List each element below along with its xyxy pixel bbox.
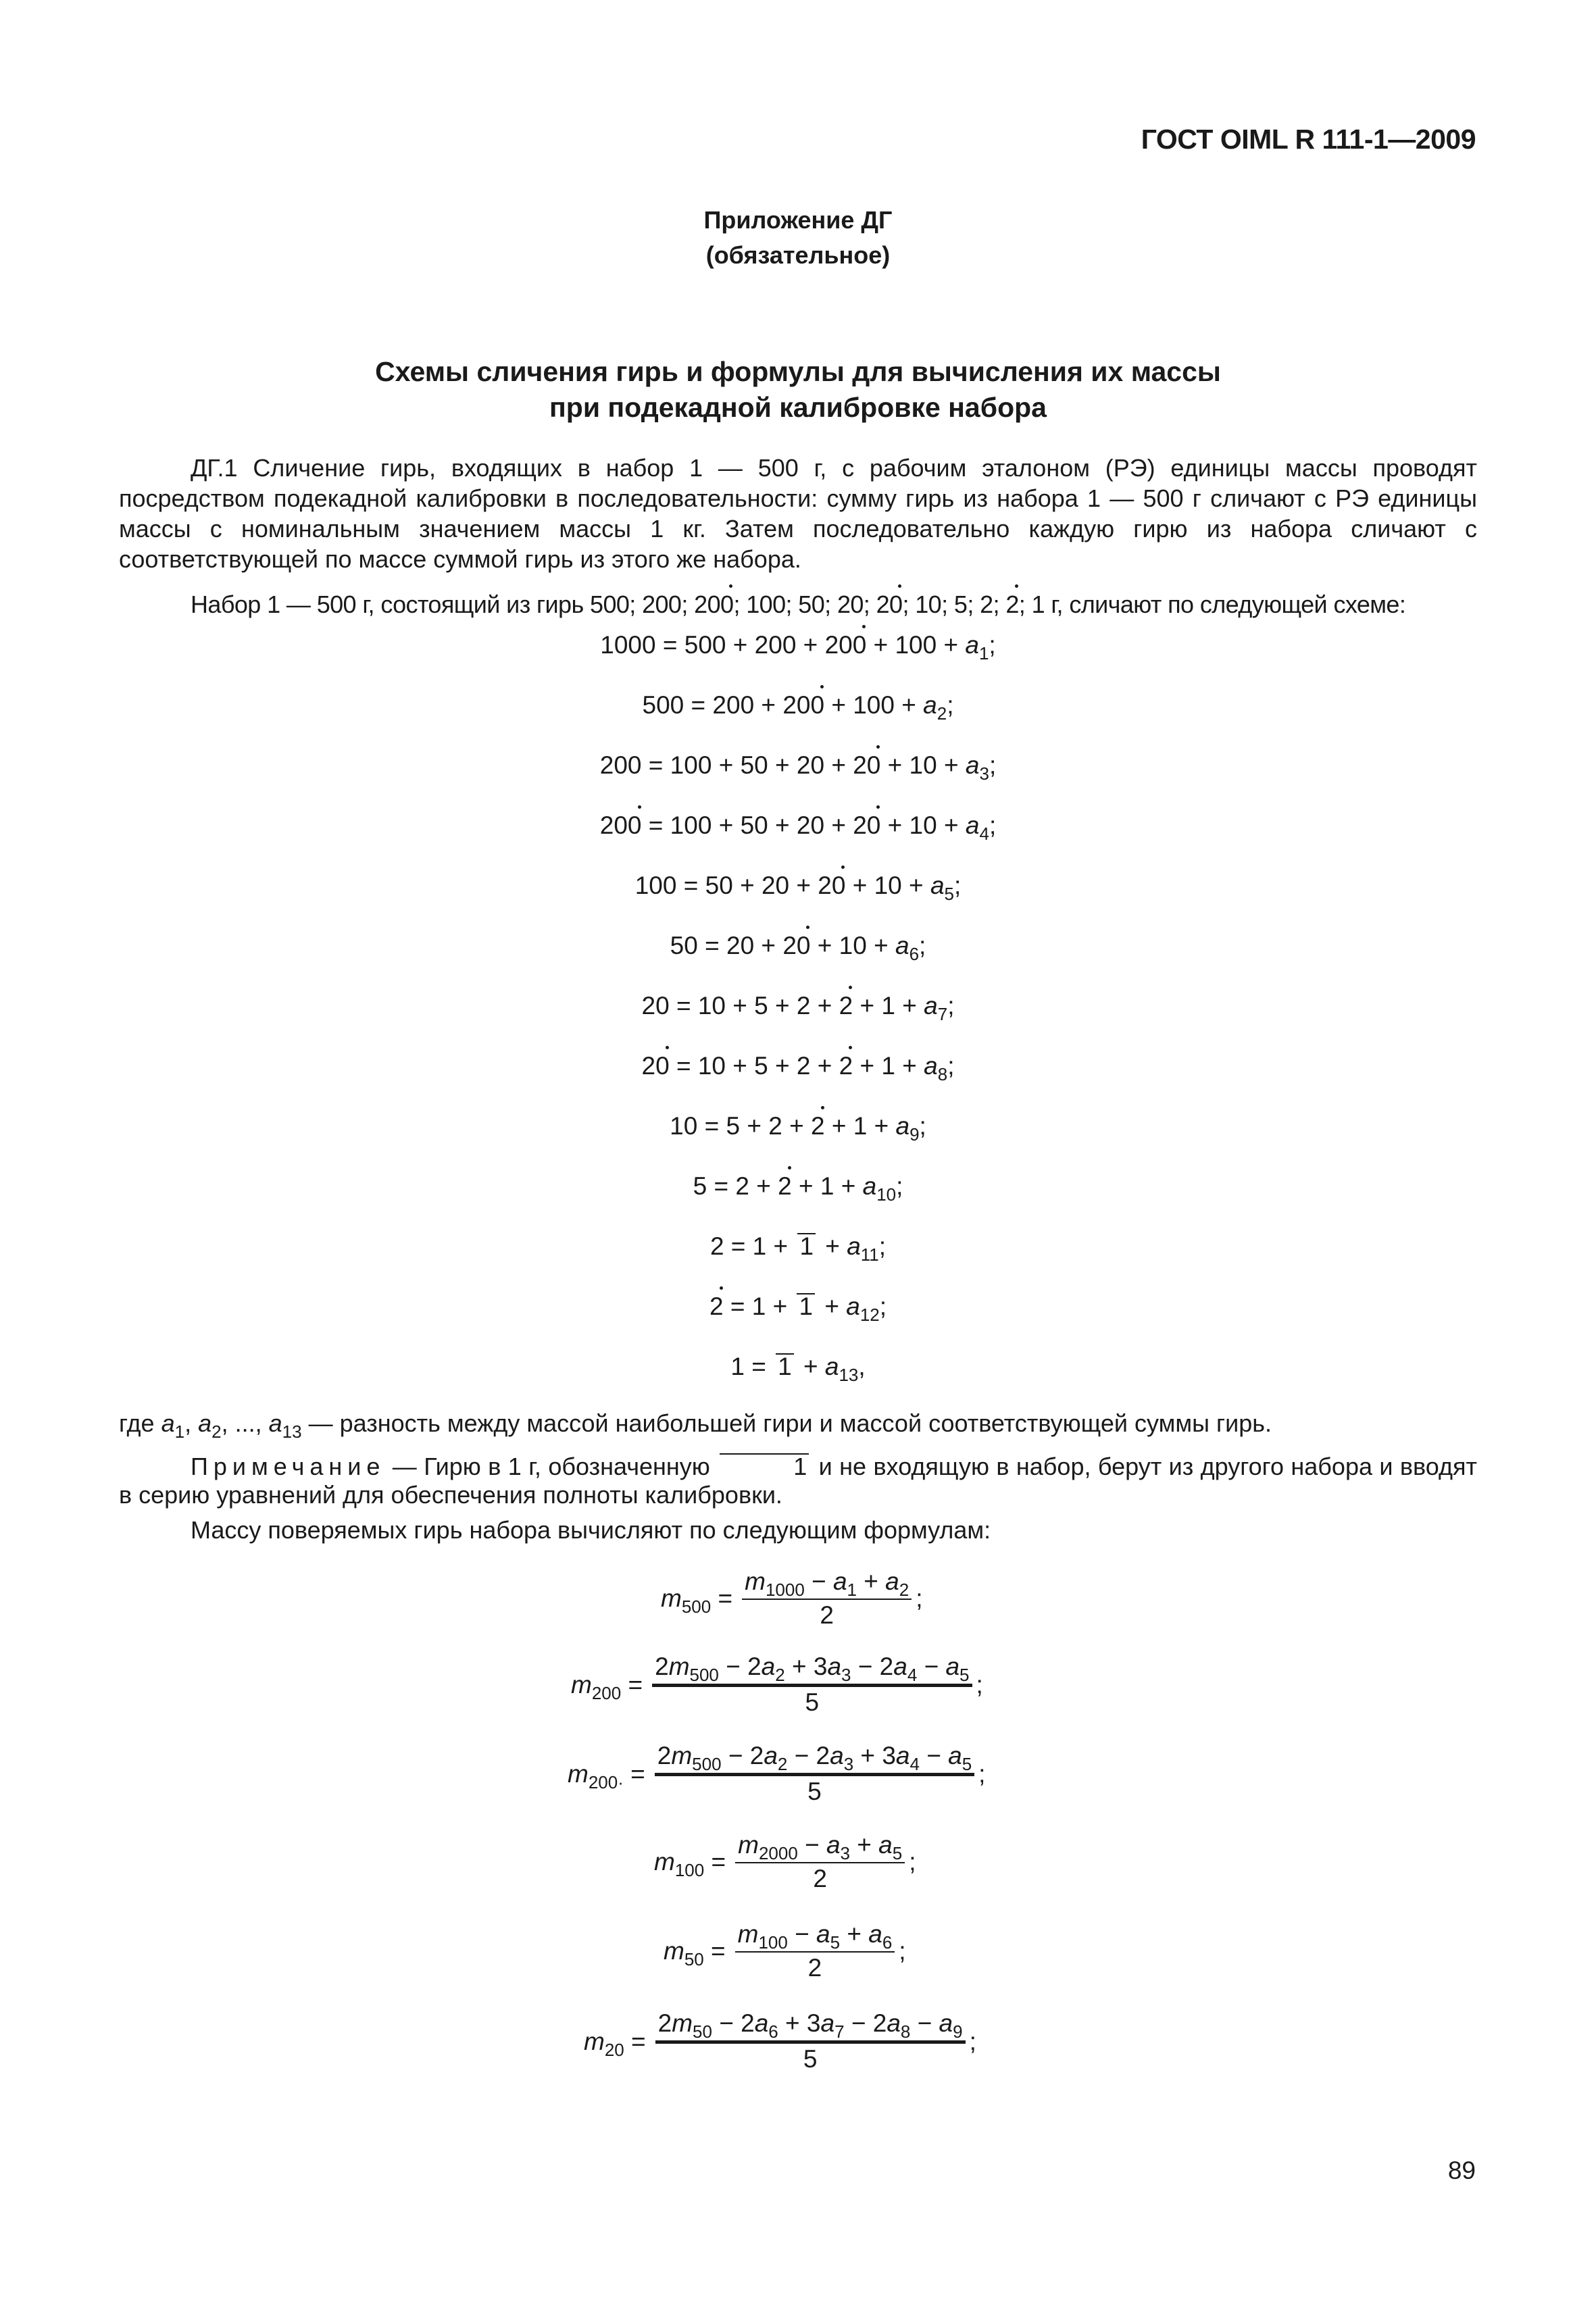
difference-index: 1 (978, 643, 989, 663)
equation-right: + 10 + (887, 751, 959, 779)
equation-left: = 10 + 5 + 2 + (676, 1052, 832, 1080)
equation-line (0, 1111, 1596, 1145)
weight-set-line (191, 589, 1477, 620)
equation-line (0, 1291, 1596, 1325)
equation-end: ; (989, 631, 996, 659)
equation-right: + 100 + (873, 631, 959, 659)
difference-symbol: a (847, 1232, 861, 1260)
set-line-text-3: ; 10; 5; 2; (902, 590, 999, 618)
formula-m50: $m_{50}$ = $\frac{m_{100} - a_5 + a_6}{2}$ ; (664, 1920, 906, 1982)
overlined-weight: 1 (797, 1233, 816, 1259)
equation-right: + 1 + (859, 992, 917, 1020)
equation-line (0, 930, 1596, 964)
difference-symbol: a (824, 1353, 839, 1380)
dotted-weight-20: 20 (876, 590, 903, 618)
dotted-weight: 20 (853, 751, 881, 779)
difference-symbol: a (895, 932, 909, 959)
difference-index: 8 (937, 1064, 948, 1084)
set-line-text-1: Набор 1 — 500 г, состоящий из гирь 500; 200; (191, 590, 688, 618)
overlined-weight-1: 1 (720, 1453, 809, 1479)
difference-symbol: a (965, 811, 980, 839)
dotted-weight: 20 (641, 1052, 670, 1080)
standard-header: ГОСТ OIML R 111-1—2009 (1141, 124, 1476, 155)
difference-index: 2 (937, 703, 947, 724)
difference-index: 12 (859, 1305, 880, 1325)
dotted-weight-2: 2 (1005, 590, 1019, 618)
equation-line (0, 1171, 1596, 1205)
equation-line (0, 1051, 1596, 1084)
section-title-line-2: при подекадной калибровке набора (549, 392, 1047, 423)
formula-m20: $m_{20}$ = $2m_{50} - 2a_6 + 3a_7 - 2a_8 - a_9$ 5 ; (584, 2009, 976, 2073)
equation-end: ; (919, 1112, 926, 1140)
where-text: — разность между массой наибольшей гири и массой соответствующей суммы гирь. (308, 1409, 1272, 1437)
difference-index: 13 (839, 1365, 859, 1385)
set-line-text-2: ; 100; 50; 20; (733, 590, 870, 618)
equation-end: ; (953, 872, 962, 899)
mass-intro: Массу поверяемых гирь набора вычисляют по следующим формулам: (191, 1516, 991, 1544)
dotted-weight: 2 (811, 1112, 825, 1140)
equation-line (0, 750, 1596, 784)
difference-symbol: a (965, 751, 980, 779)
equation-end: ; (989, 751, 997, 779)
dotted-weight: 200 (599, 811, 642, 839)
equation-right: + 1 + (798, 1172, 856, 1200)
equation-line (0, 630, 1596, 663)
annex-heading (0, 203, 1596, 273)
equation-end: ; (919, 932, 926, 959)
equation-line (0, 870, 1596, 904)
where-clause: где $a_1$, $a_2$, ..., $a_{13}$ — разность между массой наибольшей гири и массой соответствующей суммы гирь. (119, 1409, 1272, 1442)
equation-line (0, 690, 1596, 724)
equation-left: 200 = 100 + 50 + 20 + (599, 751, 846, 779)
dotted-weight: 2 (839, 1052, 853, 1080)
dotted-weight: 20 (782, 932, 811, 959)
equation-left: 100 = 50 + 20 + (634, 872, 811, 899)
note-text-1: — Гирю в 1 г, обозначенную (392, 1453, 710, 1480)
equation-right: + 1 + (859, 1052, 917, 1080)
difference-symbol: a (923, 691, 937, 719)
equation-left: = 1 + (730, 1292, 788, 1320)
difference-index: 11 (860, 1244, 879, 1265)
intro-paragraph (119, 453, 1477, 574)
difference-index: 4 (979, 824, 989, 844)
difference-index: 6 (909, 944, 920, 964)
equation-right: + 100 + (831, 691, 916, 719)
note-paragraph (119, 1453, 1477, 1509)
difference-index: 9 (909, 1124, 920, 1145)
formula-m500: $m_{500}$ = $\frac{m_{1000} - a_1 + a_2}{2}$ ; (661, 1567, 923, 1629)
equation-right: + 10 + (887, 811, 959, 839)
section-title (0, 354, 1596, 426)
equation-line (0, 810, 1596, 844)
overlined-weight: 1 (797, 1293, 815, 1319)
equation-left: 5 = 2 + (693, 1172, 771, 1200)
dotted-weight: 2 (778, 1172, 792, 1200)
note-text-2: и не входящую в набор, берут из другого набора и вводят в серию уравнений для обеспечения полноты калибровки. (119, 1453, 1477, 1509)
section-title-line-1: Схемы сличения гирь и формулы для вычисления их массы (375, 356, 1221, 387)
equation-end: ; (947, 691, 954, 719)
equation-left: 2 = 1 + (709, 1232, 789, 1260)
annex-status: (обязательное) (705, 241, 891, 269)
equation-end: ; (947, 992, 955, 1020)
equation-left: 10 = 5 + 2 + (670, 1112, 804, 1140)
difference-index: 7 (937, 1004, 948, 1024)
set-line-text-4: ; 1 г, сличают по следующей схеме: (1018, 590, 1406, 618)
equation-left: 500 = 200 + (642, 691, 776, 719)
equation-line (0, 990, 1596, 1024)
overlined-weight: 1 (776, 1353, 794, 1379)
formula-m200-dotted: $m_{200\cdot}$ = $2m_{500} - 2a_2 - 2a_3 + 3a_4 - a_5$ 5 ; (568, 1742, 986, 1805)
equation-end: ; (989, 811, 997, 839)
difference-symbol: a (930, 872, 945, 899)
equation-right: + 1 + (831, 1112, 889, 1140)
equation-right: + (825, 1232, 840, 1260)
note-label: Примечание (191, 1453, 386, 1480)
difference-symbol: a (895, 1112, 910, 1140)
difference-symbol: a (846, 1292, 860, 1320)
dotted-weight: 2 (709, 1292, 724, 1320)
formula-m100: $m_{100}$ = $\frac{m_{2000} - a_3 + a_5}{2}$ ; (654, 1831, 916, 1892)
equation-left: = 100 + 50 + 20 + (648, 811, 846, 839)
equation-right: + 10 + (817, 932, 889, 959)
equation-right: + (824, 1292, 839, 1320)
equation-right: + 10 + (852, 872, 924, 899)
equation-end: ; (896, 1172, 903, 1200)
dotted-weight: 20 (818, 872, 846, 899)
dotted-weight: 200 (824, 631, 867, 659)
dotted-weight-200: 200 (694, 590, 734, 618)
equation-end: ; (879, 1292, 887, 1320)
clause-label: ДГ.1 (191, 454, 238, 482)
equation-line (0, 1231, 1596, 1265)
equation-line (0, 1351, 1596, 1385)
intro-text: Сличение гирь, входящих в набор 1 — 500 г, с рабочим эталоном (РЭ) единицы массы проводят посредством подекадной калибровки в последовательности: сумму гирь из набора 1 — 500 г сличают с РЭ единицы массы с номинальным значением массы 1 кг. Затем последовательно каждую гирю из набора сличают с соответствующей по массе суммой гирь из этого же набора. (119, 454, 1477, 573)
formula-m200: $m_{200}$ = $2m_{500} - 2a_2 + 3a_3 - 2a_4 - a_5$ 5 ; (571, 1653, 983, 1716)
difference-index: 10 (876, 1184, 897, 1205)
equation-left: 1000 = 500 + 200 + (600, 631, 818, 659)
dotted-weight: 20 (853, 811, 881, 839)
dotted-weight: 2 (839, 992, 853, 1020)
annex-title: Приложение ДГ (703, 206, 893, 234)
difference-index: 3 (979, 763, 989, 784)
equation-left: 20 = 10 + 5 + 2 + (641, 992, 832, 1020)
difference-index: 5 (944, 884, 954, 904)
equation-end: ; (878, 1232, 887, 1260)
equation-left: 50 = 20 + (670, 932, 776, 959)
where-word: где (119, 1409, 155, 1437)
difference-symbol: a (924, 1052, 938, 1080)
equation-left: 1 = (730, 1353, 766, 1380)
equation-end: ; (947, 1052, 955, 1080)
difference-symbol: a (965, 631, 979, 659)
difference-symbol: a (924, 992, 938, 1020)
page-number: 89 (1447, 2157, 1476, 2184)
equation-right: + (803, 1353, 818, 1380)
difference-symbol: a (862, 1172, 877, 1200)
equation-end: , (858, 1353, 866, 1380)
where-ellipsis: , ..., (221, 1409, 262, 1437)
dotted-weight: 200 (782, 691, 825, 719)
